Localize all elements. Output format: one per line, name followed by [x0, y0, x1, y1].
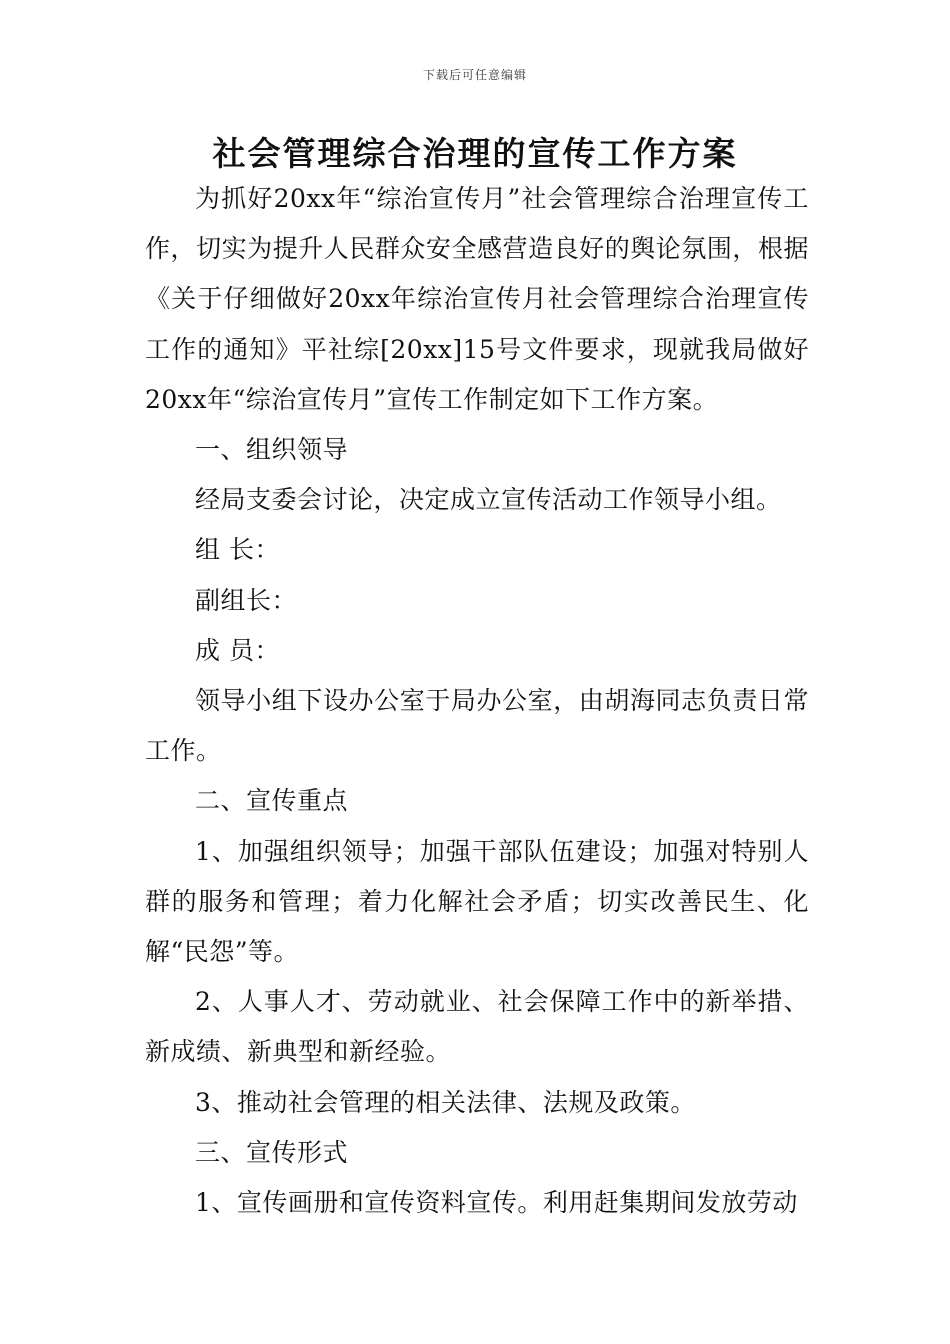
- list-item-focus-1: 1、加强组织领导；加强干部队伍建设；加强对特别人群的服务和管理；着力化解社会矛盾；切实改善民生、化解“民怨”等。: [145, 836, 809, 967]
- document-body: [145, 174, 809, 1228]
- paragraph-office: 领导小组下设办公室于局办公室，由胡海同志负责日常工作。: [145, 686, 809, 766]
- document-title: 社会管理综合治理的宣传工作方案: [212, 134, 738, 173]
- list-item-focus-2: 2、人事人才、劳动就业、社会保障工作中的新举措、新成绩、新典型和新经验。: [145, 987, 809, 1067]
- field-deputy-leader: 副组长：: [195, 585, 298, 615]
- section-heading-forms: 三、宣传形式: [195, 1137, 349, 1167]
- field-members: 成 员：: [195, 635, 280, 665]
- section-heading-organization: 一、组织领导: [195, 435, 349, 465]
- field-group-leader: 组 长：: [195, 535, 280, 565]
- list-item-form-1: 1、宣传画册和宣传资料宣传。利用赶集期间发放劳动: [195, 1188, 798, 1218]
- paragraph-leadership-group: 经局支委会讨论，决定成立宣传活动工作领导小组。: [195, 485, 782, 515]
- paragraph-intro: 为抓好20xx年“综治宣传月”社会管理综合治理宣传工作，切实为提升人民群众安全感营造良好的舆论氛围，根据《关于仔细做好20xx年综治宣传月社会管理综合治理宣传工作的通知》平社综[20xx]15号文件要求，现就我局做好20xx年“综治宣传月”宣传工作制定如下工作方案。: [145, 184, 809, 414]
- list-item-focus-3: 3、推动社会管理的相关法律、法规及政策。: [195, 1087, 696, 1117]
- page-header-note: 下载后可任意编辑: [422, 68, 527, 82]
- section-heading-focus: 二、宣传重点: [195, 786, 349, 816]
